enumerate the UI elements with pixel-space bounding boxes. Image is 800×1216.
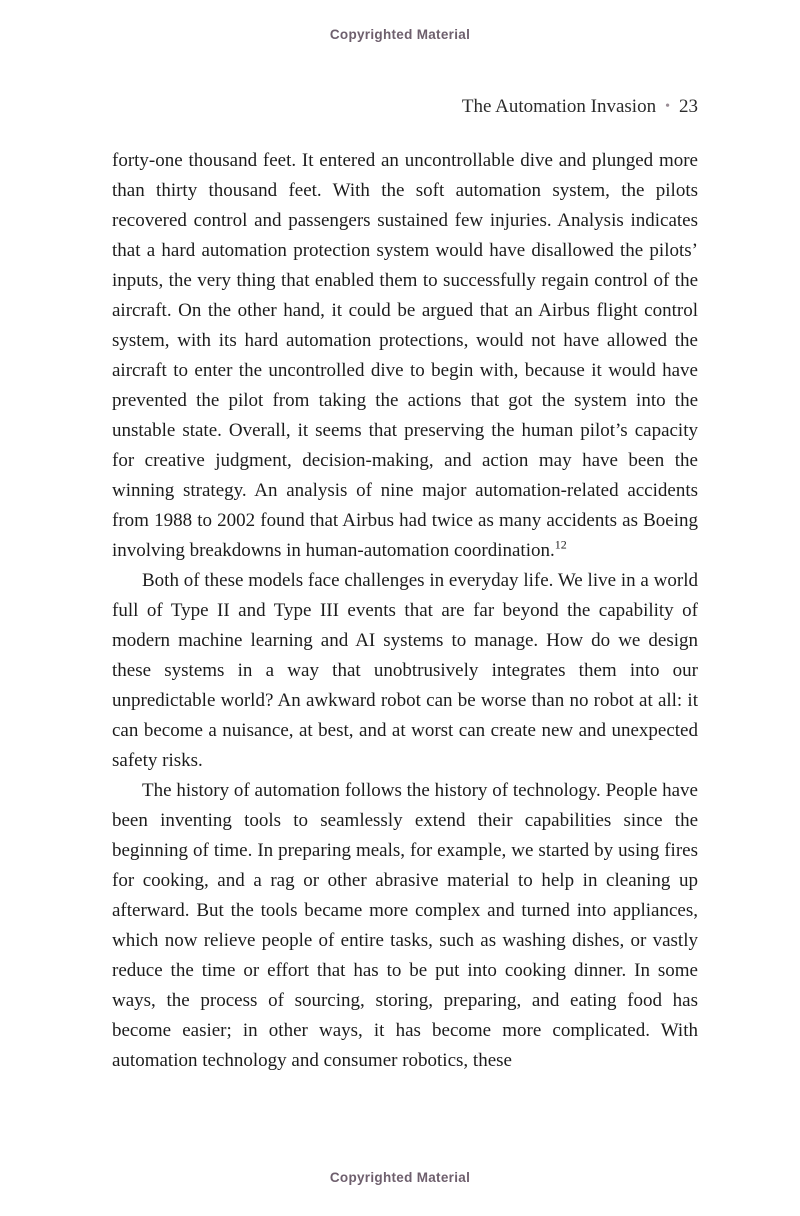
header-separator-bullet: • — [665, 99, 670, 114]
running-header — [112, 96, 698, 118]
copyright-notice-top: Copyrighted Material — [329, 27, 471, 42]
paragraph-1-text: forty-one thousand feet. It entered an uncontrollable dive and plunged more than thirty thousand feet. With the soft automation system, the pilots recovered control and passengers sustained few injuries. Analysis indicates that a hard automation protection system would have disallowed the pilots’ inputs, the very thing that enabled them to successfully regain control of the aircraft. On the other hand, it could be argued that an Airbus flight control system, with its hard automation protections, would not have allowed the aircraft to enter the uncontrolled dive to begin with, because it would have prevented the pilot from taking the actions that got the system into the unstable state. Overall, it seems that preserving the human pilot’s capacity for creative judgment, decision-making, and action may have been the winning strategy. An analysis of nine major automation-related accidents from 1988 to 2002 found that Airbus had twice as many accidents as Boeing involving breakdowns in human-automation coordination. — [112, 150, 698, 561]
footnote-marker-12: 12 — [554, 537, 567, 552]
paragraph-2-text: Both of these models face challenges in everyday life. We live in a world full of Type II and Type III events that are far beyond the capability of modern machine learning and AI systems to manage. How do we design these systems in a way that unobtrusively integrates them into our unpredictable world? An awkward robot can be worse than no robot at all: it can become a nuisance, at best, and at worst can create new and unexpected safety risks. — [112, 570, 698, 771]
page-number: 23 — [679, 96, 698, 117]
paragraph-2 — [112, 566, 698, 776]
copyright-notice-bottom: Copyrighted Material — [329, 1170, 471, 1185]
chapter-title: The Automation Invasion — [461, 96, 657, 117]
paragraph-3 — [112, 776, 698, 1076]
paragraph-1 — [112, 146, 698, 566]
page-body-text — [112, 146, 698, 1076]
paragraph-3-text: The history of automation follows the history of technology. People have been inventing tools to seamlessly extend their capabilities since the beginning of time. In preparing meals, for example, we started by using fires for cooking, and a rag or other abrasive material to help in cleaning up afterward. But the tools became more complex and turned into appliances, which now relieve people of entire tasks, such as washing dishes, or vastly reduce the time or effort that has to be put into cooking dinner. In some ways, the process of sourcing, storing, preparing, and eating food has become easier; in other ways, it has become more complicated. With automation technology and consumer robotics, these — [112, 780, 698, 1071]
